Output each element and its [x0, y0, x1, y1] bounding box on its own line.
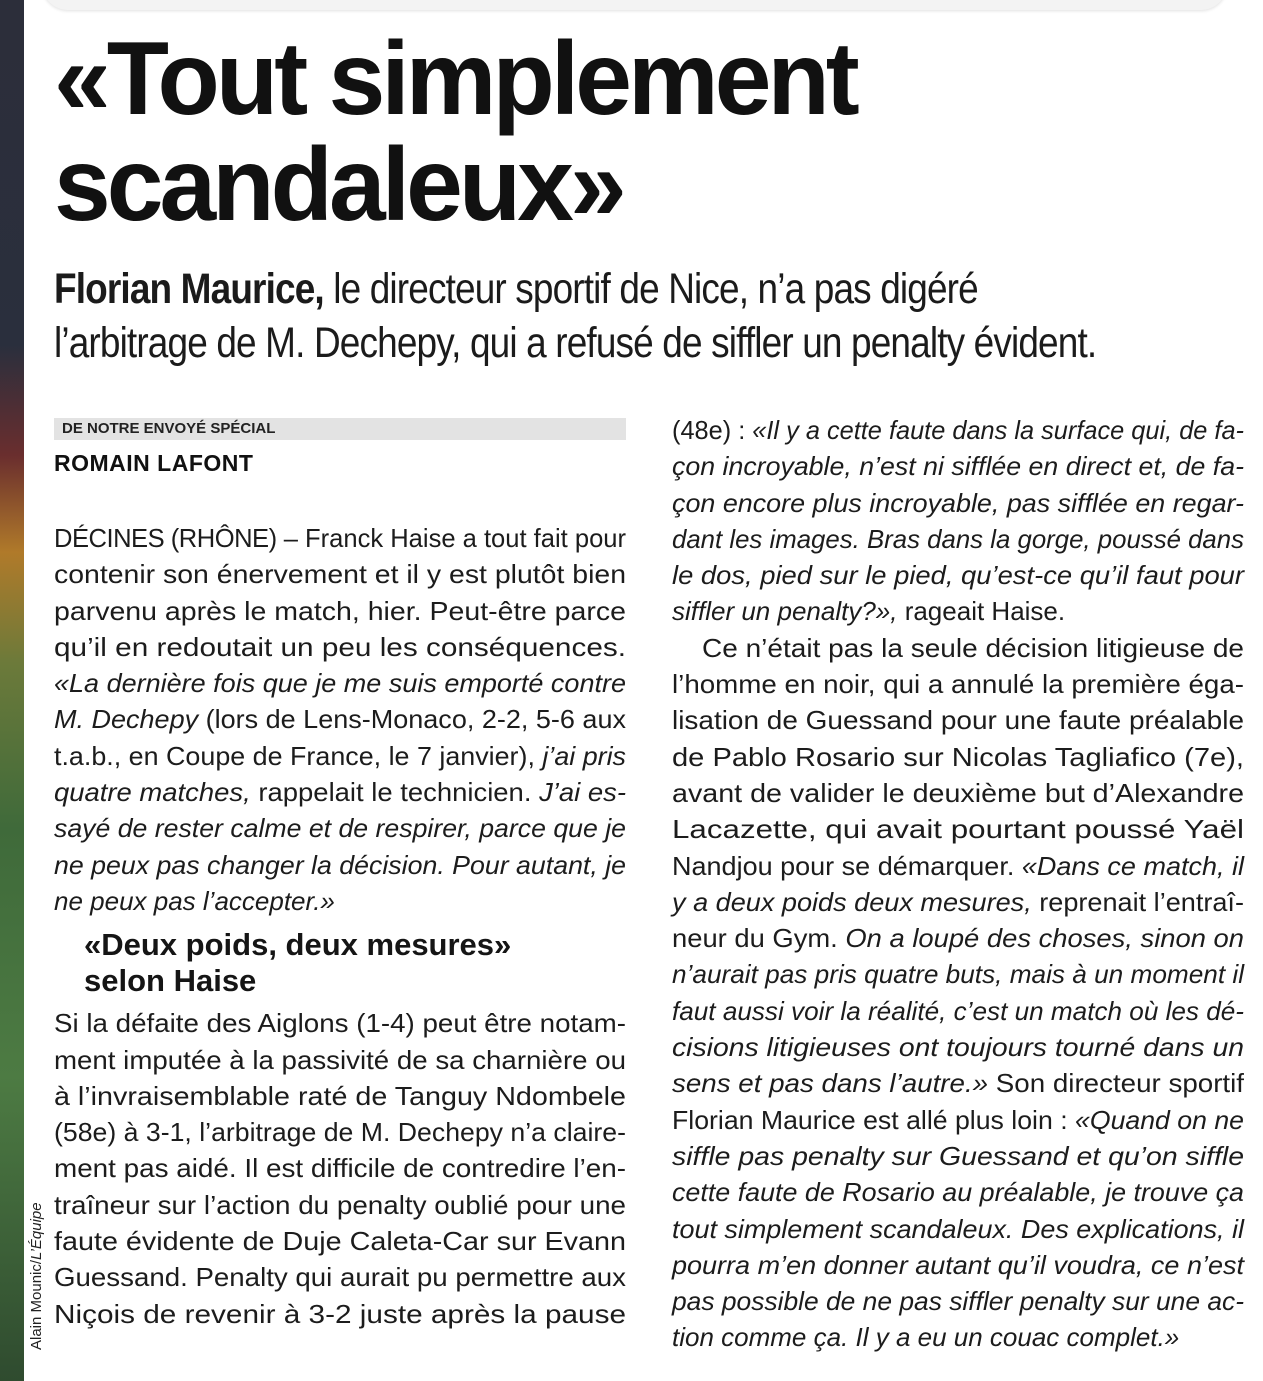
body-line: Si la défaite des Aiglons (1-4) peut être notam- [54, 1008, 627, 1039]
quote-line: M. Dechepy [54, 704, 199, 735]
body-line: traîneur sur l’action du penalty oublié pour une [54, 1189, 627, 1220]
body-line: Son directeur sportif [988, 1068, 1245, 1099]
body-line: lisation de Guessand pour une faute préalable [672, 705, 1244, 736]
subheading-line-2: selon Haise [84, 963, 257, 999]
headline-line-1: «Tout simplement [54, 21, 856, 137]
body-line: Ce n’était pas la seule décision litigieuse de [702, 632, 1245, 663]
body-line: – Franck Haise a tout fait pour [276, 523, 627, 553]
body-line: rappelait le technicien. [250, 777, 532, 808]
standfirst-name: Florian Maurice, [54, 265, 324, 313]
quote-line: ne peux pas changer la décision. Pour autant, je [54, 849, 627, 880]
quote-line: cette faute de Rosario au préalable, je trouve ça [672, 1177, 1245, 1208]
quote-line: cisions litigieuses ont toujours tourné dans un [672, 1032, 1244, 1063]
body-line: rageait Haise. [897, 596, 1066, 627]
quote-line: y a deux poids deux mesures, [672, 886, 1032, 917]
body-line: ment pas aidé. Il est difficile de contredire l’en- [54, 1153, 627, 1184]
photo-credit [28, 1202, 45, 1350]
quote-line: pourra m’en donner autant qu’il voudra, ce n’est [672, 1249, 1244, 1280]
right-paragraph-1 [672, 412, 1244, 630]
body-line: t.a.b., en Coupe de France, le 7 janvier), [54, 740, 535, 771]
subheading [84, 927, 626, 999]
body-line: à l’invraisemblable raté de Tanguy Ndombele [54, 1080, 626, 1111]
quote-line: siffler un penalty?», [672, 596, 898, 627]
quote-line: tout simplement scandaleux. Des explications, il [672, 1213, 1244, 1244]
quote-line: n’aurait pas pris quatre buts, mais à un moment il [672, 959, 1245, 990]
quote-line: On a loupé des choses, sinon on [837, 923, 1244, 954]
quote-line: dant les images. Bras dans la gorge, poussé dans [672, 523, 1245, 554]
quote-line: siffle pas penalty sur Guessand et qu’on siffle [672, 1140, 1245, 1171]
body-line: (48e) : [672, 415, 753, 445]
quote-line: j’ai pris [534, 740, 627, 771]
body-line: Guessand. Penalty qui aurait pu permettre aux [54, 1262, 627, 1293]
quote-line: sens et pas dans l’autre.» [672, 1068, 989, 1099]
quote-line: «Dans ce match, il [1014, 850, 1245, 881]
body-line: Nandjou pour se démarquer. [672, 850, 1015, 881]
quote-line: çon encore plus incroyable, pas sifflée en regar- [672, 487, 1244, 518]
quote-line: tion comme ça. Il y a eu un couac complet.» [672, 1322, 1180, 1353]
photo-credit-agency: L’Équipe [28, 1202, 45, 1260]
byline-label: DE NOTRE ENVOYÉ SPÉCIAL [54, 418, 626, 440]
adjacent-photo-strip [0, 0, 24, 1381]
body-line: (lors de Lens-Monaco, 2-2, 5-6 aux [198, 704, 626, 735]
body-line: de Pablo Rosario sur Nicolas Tagliafico (7e), [672, 741, 1244, 772]
body-line: Lacazette, qui avait pourtant poussé Yaël [672, 814, 1244, 845]
quote-line: «La dernière fois que je me suis emporté contre [54, 668, 627, 699]
article-column-right [672, 412, 1244, 1356]
right-paragraph-2 [672, 630, 1244, 1356]
body-line: reprenait l’entraî- [1031, 886, 1244, 917]
standfirst-line-2: l’arbitrage de M. Dechepy, qui a refusé de siffler un penalty évident. [54, 319, 1097, 367]
quote-line: ne peux pas l’accepter.» [54, 885, 335, 916]
byline-author: ROMAIN LAFONT [54, 450, 254, 476]
standfirst [54, 262, 1097, 370]
left-paragraph-1 [54, 520, 626, 919]
quote-line: çon incroyable, n’est ni sifflée en direct et, de fa- [672, 451, 1245, 482]
dateline: DÉCINES (RHÔNE) [54, 523, 277, 553]
subheading-line-1: «Deux poids, deux mesures» [84, 927, 512, 963]
quote-line: quatre matches, [54, 777, 251, 808]
body-line: qu’il en redoutait un peu les conséquences. [54, 631, 627, 662]
quote-line: le dos, pied sur le pied, qu’est-ce qu’il faut pour [672, 560, 1245, 591]
headline [54, 21, 856, 243]
top-card-edge [42, 0, 1227, 10]
body-line: contenir son énervement et il y est plutôt bien [54, 559, 627, 590]
body-line: ment imputée à la passivité de sa charnière ou [54, 1044, 626, 1075]
quote-line: «Quand on ne [1075, 1104, 1244, 1135]
quote-line: «Il y a cette faute dans la surface qui, de fa- [752, 415, 1245, 445]
body-line: Florian Maurice est allé plus loin : [672, 1104, 1076, 1135]
article-column-left [54, 418, 626, 1332]
quote-line: faut aussi voir la réalité, c’est un match où les dé- [672, 995, 1245, 1026]
body-line: Niçois de revenir à 3-2 juste après la pause [54, 1298, 627, 1329]
quote-line: pas possible de ne pas siffler penalty sur une ac- [672, 1286, 1245, 1317]
body-line: faute évidente de Duje Caleta-Car sur Evann [54, 1226, 627, 1257]
left-paragraph-2 [54, 1005, 626, 1332]
body-line: neur du Gym. [672, 923, 838, 954]
headline-line-2: scandaleux» [54, 127, 623, 243]
quote-line: J’ai es- [531, 777, 626, 808]
body-line: l’homme en noir, qui a annulé la première éga- [672, 669, 1245, 700]
body-line: avant de valider le deuxième but d’Alexandre [672, 777, 1245, 808]
body-line: parvenu après le match, hier. Peut-être parce [54, 595, 626, 626]
body-line: (58e) à 3-1, l’arbitrage de M. Dechepy n’a claire- [54, 1117, 626, 1148]
photo-credit-name: Alain Mounic/ [28, 1259, 45, 1350]
standfirst-line-1: le directeur sportif de Nice, n’a pas digéré [323, 265, 978, 313]
quote-line: sayé de rester calme et de respirer, parce que je [54, 813, 626, 844]
